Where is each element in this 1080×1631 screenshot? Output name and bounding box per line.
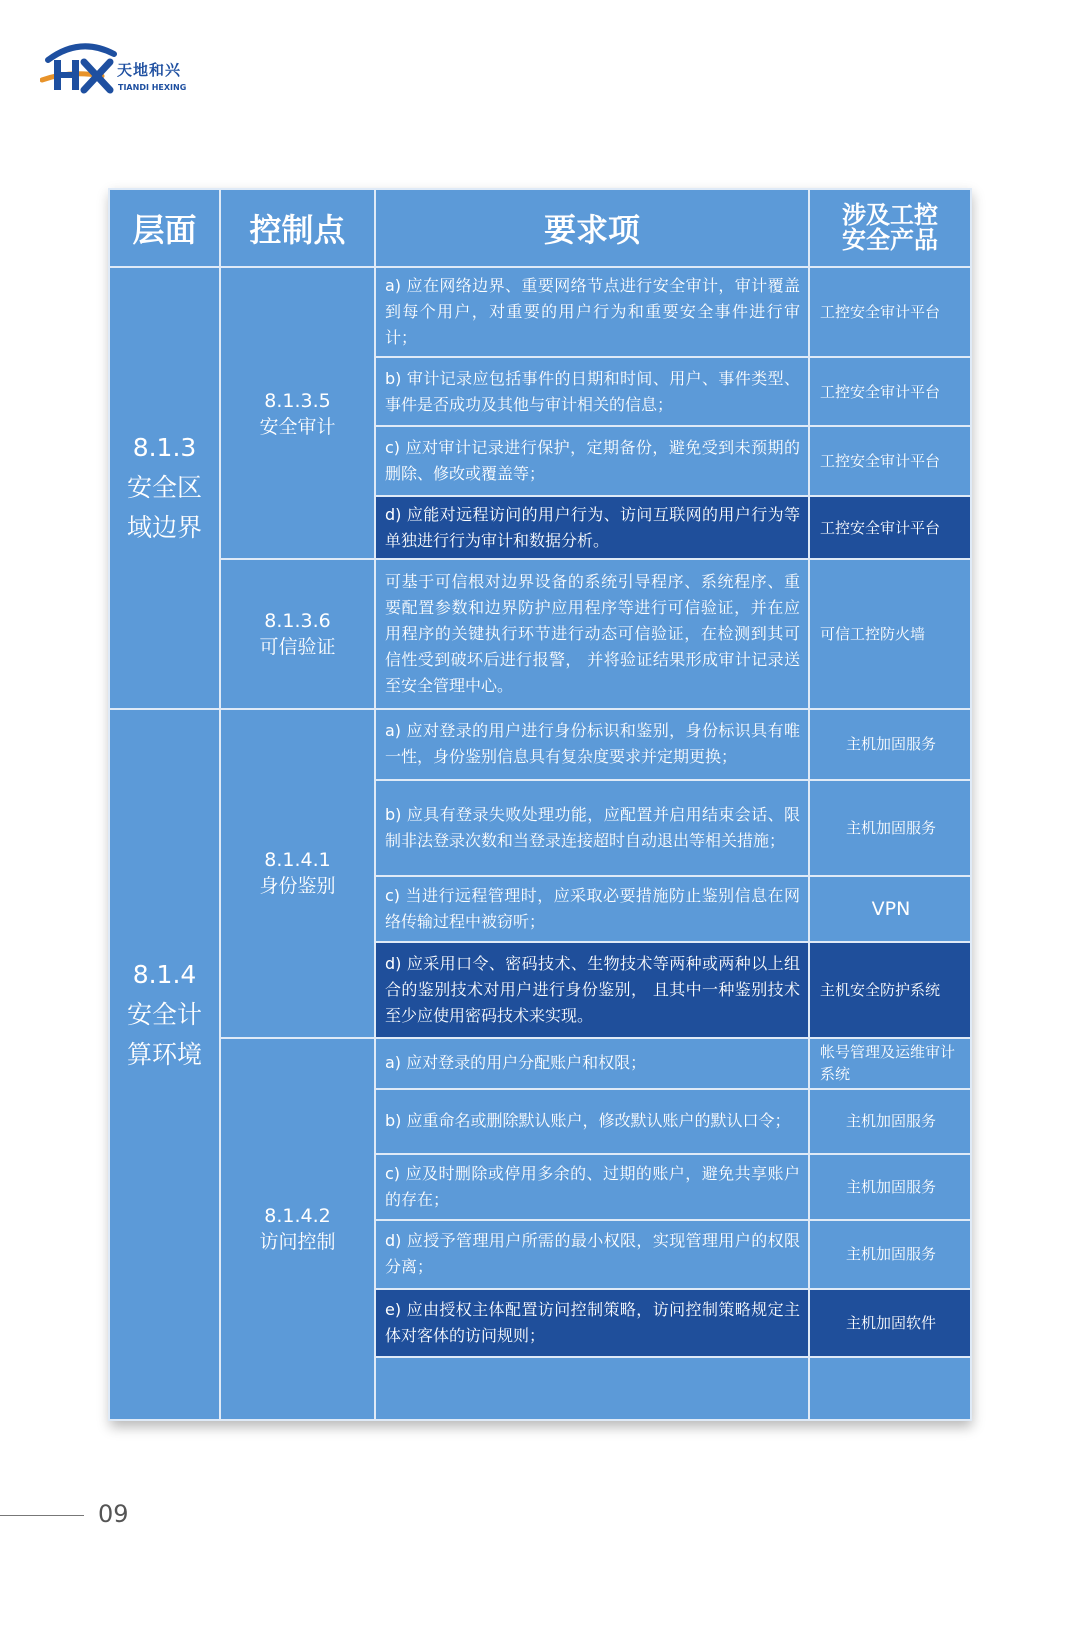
product-cell: VPN (809, 876, 971, 941)
requirement-cell-highlighted: d) 应能对远程访问的用户行为、访问互联网的用户行为等单独进行行为审计和数据分析。 (375, 496, 809, 559)
header-layer: 层面 (109, 189, 220, 267)
requirement-cell: d) 应授予管理用户所需的最小权限，实现管理用户的权限分离； (375, 1220, 809, 1290)
product-cell-highlighted: 主机加固软件 (809, 1289, 971, 1356)
table-row (109, 709, 971, 781)
page-number: 09 (98, 1500, 129, 1528)
product-cell: 工控安全审计平台 (809, 426, 971, 496)
requirement-cell: b) 应重命名或删除默认账户，修改默认账户的默认口令； (375, 1089, 809, 1154)
product-cell: 主机加固服务 (809, 1220, 971, 1290)
brand-logo (40, 40, 240, 100)
requirement-cell-highlighted: d) 应采用口令、密码技术、生物技术等两种或两种以上组合的鉴别技术对用户进行身份鉴别， 且其中一种鉴别技术至少应使用密码技术来实现。 (375, 942, 809, 1038)
table-row (109, 559, 971, 708)
requirement-cell: b) 应具有登录失败处理功能，应配置并启用结束会话、限制非法登录次数和当登录连接超时自动退出等相关措施； (375, 780, 809, 876)
header-control-point: 控制点 (220, 189, 375, 267)
requirements-table (108, 188, 972, 1421)
requirements-table-container (108, 188, 970, 1421)
requirement-cell: c) 当进行远程管理时，应采取必要措施防止鉴别信息在网络传输过程中被窃听； (375, 876, 809, 941)
product-cell: 主机加固服务 (809, 780, 971, 876)
table-header-row (109, 189, 971, 267)
brand-name-en: TIANDI HEXING (118, 83, 187, 92)
product-cell: 主机加固服务 (809, 1089, 971, 1154)
product-cell: 工控安全审计平台 (809, 267, 971, 357)
product-cell: 可信工控防火墙 (809, 559, 971, 708)
header-products: 涉及工控 安全产品 (809, 189, 971, 267)
requirement-cell: c) 应及时删除或停用多余的、过期的账户，避免共享账户的存在； (375, 1154, 809, 1219)
requirement-cell: a) 应在网络边界、重要网络节点进行安全审计，审计覆盖到每个用户，对重要的用户行为和重要安全事件进行审计； (375, 267, 809, 357)
control-point-auth: 8.1.4.1 身份鉴别 (220, 709, 375, 1038)
requirement-cell: b) 审计记录应包括事件的日期和时间、用户、事件类型、事件是否成功及其他与审计相关的信息； (375, 357, 809, 427)
product-cell: 帐号管理及运维审计系统 (809, 1038, 971, 1089)
empty-cell (809, 1357, 971, 1421)
requirement-cell-highlighted: e) 应由授权主体配置访问控制策略，访问控制策略规定主体对客体的访问规则； (375, 1289, 809, 1356)
control-point-trusted: 8.1.3.6 可信验证 (220, 559, 375, 708)
header-requirement: 要求项 (375, 189, 809, 267)
table-row (109, 1038, 971, 1089)
brand-name: 天地和兴 (117, 61, 182, 79)
requirement-cell: c) 应对审计记录进行保护，定期备份，避免受到未预期的删除、修改或覆盖等； (375, 426, 809, 496)
requirement-cell: 可基于可信根对边界设备的系统引导程序、系统程序、重要配置参数和边界防护应用程序等进行可信验证，并在应用程序的关键执行环节进行动态可信验证，在检测到其可信性受到破坏后进行报警， 并将验证结果形成审计记录送至安全管理中心。 (375, 559, 809, 708)
control-point-audit: 8.1.3.5 安全审计 (220, 267, 375, 559)
table-row (109, 267, 971, 357)
layer-boundary: 8.1.3 安全区 域边界 (109, 267, 220, 709)
product-cell: 主机加固服务 (809, 1154, 971, 1219)
product-cell: 工控安全审计平台 (809, 357, 971, 427)
empty-cell (375, 1357, 809, 1421)
hx-logo-mark (40, 40, 120, 98)
requirement-cell: a) 应对登录的用户进行身份标识和鉴别，身份标识具有唯一性，身份鉴别信息具有复杂度要求并定期更换； (375, 709, 809, 781)
requirement-cell: a) 应对登录的用户分配账户和权限； (375, 1038, 809, 1089)
product-cell: 主机加固服务 (809, 709, 971, 781)
control-point-access: 8.1.4.2 访问控制 (220, 1038, 375, 1420)
page-number-rule (0, 1515, 84, 1516)
layer-compute: 8.1.4 安全计 算环境 (109, 709, 220, 1420)
product-cell-highlighted: 主机安全防护系统 (809, 942, 971, 1038)
product-cell-highlighted: 工控安全审计平台 (809, 496, 971, 559)
